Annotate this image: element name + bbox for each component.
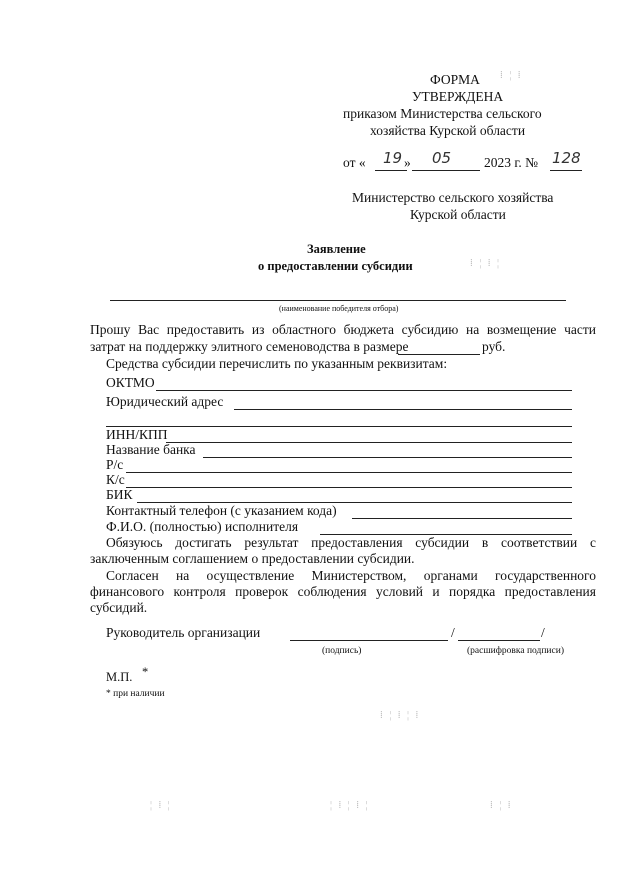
- approved-label: УТВЕРЖДЕНА: [412, 89, 504, 104]
- day-underline: [375, 170, 407, 171]
- bik-label: БИК: [106, 487, 133, 502]
- obligation-line-2: заключенным соглашением о предоставлении субсидии.: [90, 551, 415, 566]
- ministry-region-line: хозяйства Курской области: [370, 123, 526, 138]
- winner-caption: (наименование победителя отбора): [279, 304, 399, 313]
- date-day: 19: [383, 149, 403, 167]
- oktmo-line: [156, 390, 572, 391]
- date-prefix: от «: [343, 155, 366, 170]
- address-label: Юридический адрес: [106, 394, 224, 409]
- address-line-2: [106, 426, 572, 427]
- addressee-line-2: Курской области: [410, 207, 506, 222]
- obligation-line-1: Обязуюсь достигать результат предоставления субсидии в соответствии с: [106, 535, 596, 550]
- signature-line: [290, 640, 448, 641]
- inn-kpp-label: ИНН/КПП: [106, 427, 168, 442]
- form-label: ФОРМА: [430, 72, 480, 87]
- number-underline: [550, 170, 582, 171]
- scan-artifact: ⁞ ¦ ⁞ ¦: [470, 258, 502, 269]
- fio-label: Ф.И.О. (полностью) исполнителя: [106, 519, 299, 534]
- ks-label: К/с: [106, 472, 125, 487]
- phone-label: Контактный телефон (с указанием кода): [106, 503, 337, 518]
- inn-kpp-line: [166, 442, 572, 443]
- decoding-caption: (расшифровка подписи): [467, 646, 564, 656]
- signature-caption: (подпись): [322, 646, 362, 656]
- consent-line-3: субсидий.: [90, 600, 148, 615]
- request-line-2-end: руб.: [482, 339, 506, 354]
- transfer-line: Средства субсидии перечислить по указанным реквизитам:: [106, 356, 448, 371]
- stamp-label: М.П.: [106, 670, 133, 684]
- document-title: Заявление: [307, 242, 366, 256]
- scan-artifact: ⁞ ¦ ⁞: [490, 800, 513, 811]
- scan-artifact: ⁞ ¦ ⁞ ¦ ⁞: [380, 710, 421, 721]
- request-line-1: Прошу Вас предоставить из областного бюджета субсидию на возмещение части: [90, 322, 596, 337]
- rs-label: Р/с: [106, 457, 124, 472]
- request-line-2-start: затрат на поддержку элитного семеноводства в размере: [90, 339, 409, 354]
- date-mid: »: [404, 155, 411, 170]
- date-year: 2023 г. №: [484, 155, 539, 170]
- winner-name-line: [110, 300, 566, 301]
- scan-artifact: ¦ ⁞ ¦ ⁞ ¦: [330, 800, 370, 811]
- head-label: Руководитель организации: [106, 625, 261, 640]
- bank-label: Название банка: [106, 442, 196, 457]
- address-line: [234, 409, 572, 410]
- phone-line: [352, 518, 572, 519]
- footnote: * при наличии: [106, 689, 165, 699]
- consent-line-1: Согласен на осуществление Министерством, органами государственного: [106, 568, 596, 583]
- ks-line: [126, 487, 572, 488]
- order-number: 128: [552, 149, 581, 167]
- signature-slash-2: /: [541, 625, 545, 640]
- bank-line: [203, 457, 572, 458]
- date-month: 05: [432, 149, 452, 167]
- month-underline: [412, 170, 480, 171]
- decoding-line: [458, 640, 540, 641]
- addressee-line-1: Министерство сельского хозяйства: [352, 190, 554, 205]
- order-line: приказом Министерства сельского: [343, 106, 542, 121]
- document-subtitle: о предоставлении субсидии: [258, 259, 413, 273]
- scan-artifact: ¦ ⁞ ¦: [150, 800, 172, 811]
- consent-line-2: финансового контроля проверок соблюдения условий и порядка предоставления: [90, 584, 596, 599]
- scan-artifact: ⁞ ¦ ⁞: [500, 70, 523, 81]
- oktmo-label: ОКТМО: [106, 375, 155, 390]
- rs-line: [126, 472, 572, 473]
- stamp-asterisk: *: [142, 665, 149, 679]
- amount-line: [398, 354, 480, 355]
- signature-slash-1: /: [451, 625, 455, 640]
